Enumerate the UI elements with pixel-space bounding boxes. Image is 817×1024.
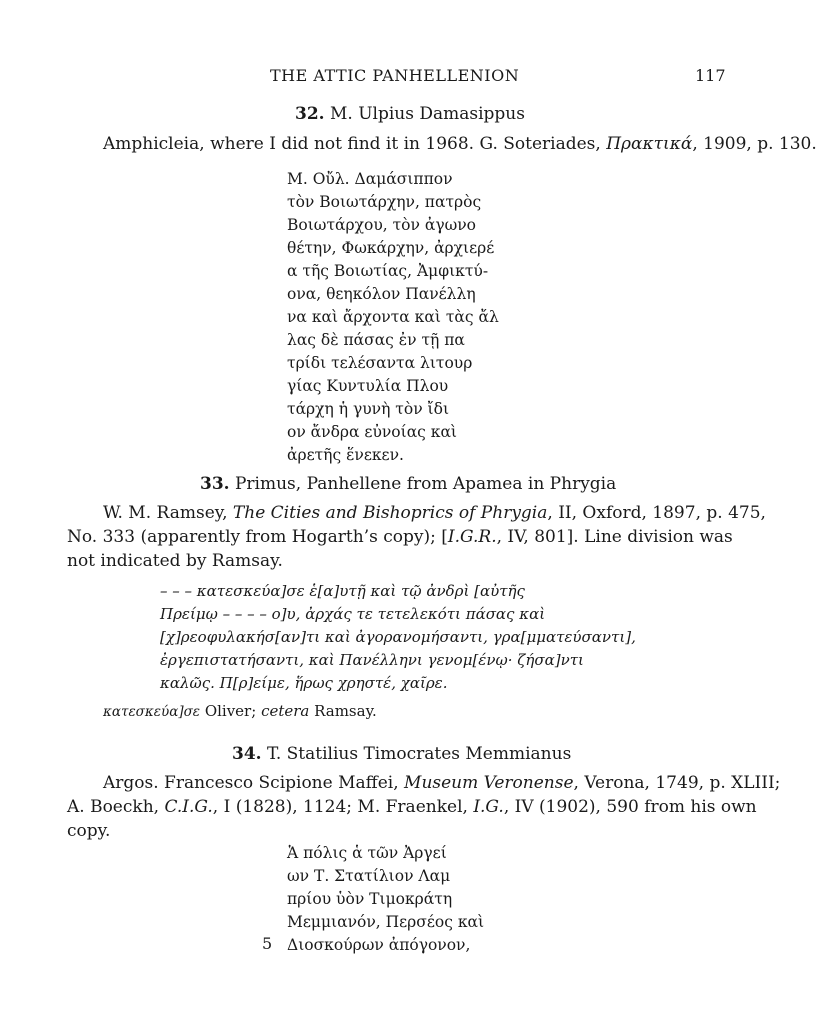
entry-33-source-line: [67, 501, 766, 525]
inscription-line: ἐργεπιστατήσαντι, καὶ Πανέλληνι γενομ[ένῳ· ζήσα]ντι: [160, 651, 584, 669]
entry-32-source-greek: Πρακτικά: [606, 134, 693, 154]
inscription-line: πρίου ὑὸν Τιμοκράτη: [287, 890, 453, 908]
entry-34-source-line: [67, 795, 780, 819]
inscription-line: λας δὲ πάσας ἐν τῇ πα: [287, 331, 465, 349]
entry-32-source: [103, 132, 817, 156]
inscription-line: Ἁ πόλις ἁ τῶν Ἀργεί: [287, 844, 447, 862]
entry-32-number: 32.: [295, 104, 325, 124]
inscription-line: Διοσκούρων ἀπόγονον,: [287, 936, 471, 954]
inscription-line: να καὶ ἄρχοντα καὶ τὰς ἄλ: [287, 308, 499, 326]
inscription-line: ων Τ. Στατίλιον Λαμ: [287, 867, 451, 885]
entry-34-source: [67, 771, 780, 843]
entry-33-source-line: [67, 525, 766, 549]
entry-34-heading: [232, 744, 571, 764]
source-abbrev: I.G.R.: [447, 527, 497, 547]
entry-32-heading: [295, 104, 525, 124]
source-text: , IV, 801]. Line division was: [496, 527, 733, 547]
entry-33-note: [103, 702, 377, 720]
inscription-line: α τῆς Βοιωτίας, Ἀμφικτύ-: [287, 262, 489, 280]
source-book-title: Museum Veronense: [404, 773, 574, 793]
entry-32-inscription: [287, 168, 499, 467]
inscription-line: γίας Κυντυλία Πλου: [287, 377, 449, 395]
inscription-line: ἀρετῆς ἕνεκεν.: [287, 446, 404, 464]
entry-34-title: T. Statilius Timocrates Memmianus: [266, 744, 572, 764]
source-text: , II, Oxford, 1897, p. 475,: [547, 503, 766, 523]
note-text: Ramsay.: [309, 702, 377, 720]
source-text: A. Boeckh,: [67, 797, 165, 817]
source-text: No. 333 (apparently from Hogarth’s copy); [: [67, 527, 448, 547]
entry-34-inscription: [287, 842, 484, 957]
entry-33-number: 33.: [200, 474, 230, 494]
inscription-line: ον ἄνδρα εὐνοίας καὶ: [287, 423, 458, 441]
entry-33-source-line: not indicated by Ramsay.: [67, 551, 283, 571]
entry-33-heading: [200, 474, 616, 494]
source-abbrev: C.I.G.: [164, 797, 213, 817]
running-header-title: THE ATTIC PANHELLENION: [270, 66, 520, 85]
entry-34-source-line: copy.: [67, 821, 111, 841]
inscription-line: Βοιωτάρχου, τὸν ἀγωνο: [287, 216, 476, 234]
source-text: , I (1828), 1124; M. Fraenkel,: [212, 797, 474, 817]
source-text: W. M. Ramsey,: [103, 503, 233, 523]
entry-34-source-line: [67, 771, 780, 795]
entry-33-title: Primus, Panhellene from Apamea in Phrygia: [234, 474, 617, 494]
source-text: Argos. Francesco Scipione Maffei,: [103, 773, 405, 793]
entry-34-number: 34.: [232, 744, 262, 764]
note-text: Oliver;: [200, 702, 262, 720]
entry-32-title: M. Ulpius Damasippus: [329, 104, 525, 124]
inscription-line: τρίδι τελέσαντα λιτουρ: [287, 354, 473, 372]
entry-32-source-text-end: , 1909, p. 130.: [692, 134, 817, 154]
inscription-line: [χ]ρεοφυλακήσ[αν]τι καὶ ἀγορανομήσαντι, γρα[μματεύσαντι],: [160, 628, 636, 646]
page-number: 117: [695, 66, 726, 85]
entry-32-source-text: Amphicleia, where I did not find it in 1968. G. Soteriades,: [103, 134, 607, 154]
note-italic: cetera: [261, 702, 310, 720]
entry-33-inscription: [160, 580, 636, 695]
source-abbrev: I.G.: [473, 797, 504, 817]
entry-33-source: [67, 501, 766, 573]
source-text: , IV (1902), 590 from his own: [503, 797, 757, 817]
source-book-title: The Cities and Bishoprics of Phrygia: [232, 503, 548, 523]
inscription-line: θέτην, Φωκάρχην, ἀρχιερέ: [287, 239, 495, 257]
source-text: , Verona, 1749, p. XLIII;: [573, 773, 781, 793]
inscription-line: τὸν Βοιωτάρχην, πατρὸς: [287, 193, 482, 211]
inscription-line: – – – κατεσκεύα]σε ἑ[α]υτῇ καὶ τῷ ἀνδρὶ [αὐτῆς: [160, 582, 525, 600]
entry-34-line-number: 5: [262, 934, 273, 953]
inscription-line: ονα, θεηκόλον Πανέλλη: [287, 285, 476, 303]
inscription-line: Μεμμιανόν, Περσέος καὶ: [287, 913, 485, 931]
inscription-line: τάρχη ἡ γυνὴ τὸν ἴδι: [287, 400, 450, 418]
inscription-line: καλῶς. Π[ρ]είμε, ἥρως χρηστέ, χαῖρε.: [160, 674, 448, 692]
inscription-line: Πρείμῳ – – – – ο]υ, ἀρχάς τε τετελεκότι πάσας καὶ: [160, 605, 546, 623]
inscription-line: Μ. Οὔλ. Δαμάσιππον: [287, 170, 453, 188]
note-greek: κατεσκεύα]σε: [103, 704, 201, 720]
